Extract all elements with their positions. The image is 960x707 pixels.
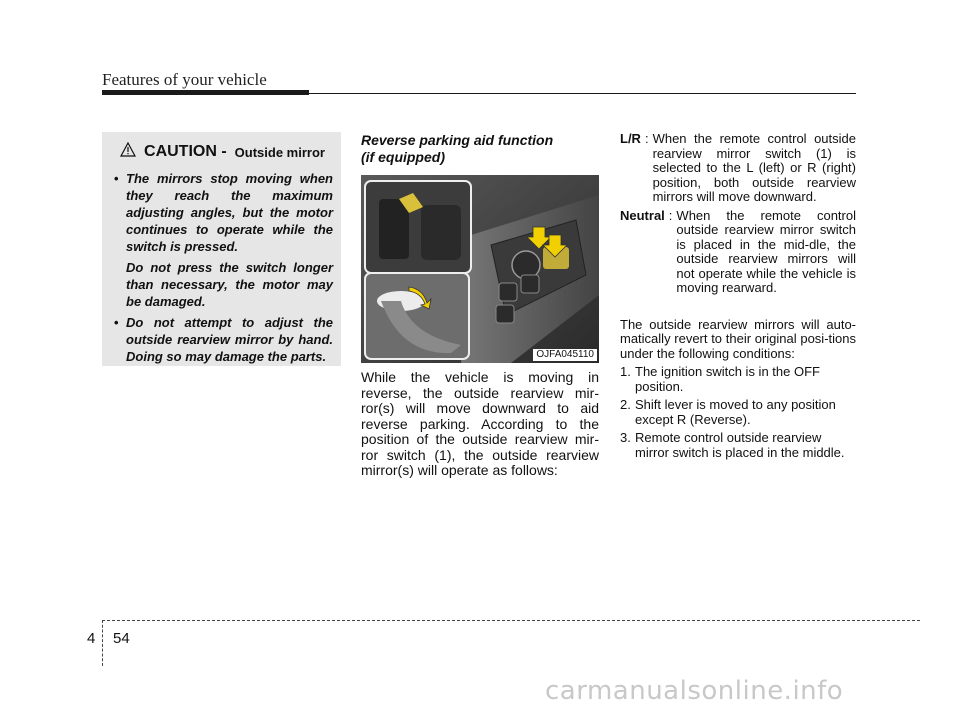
caution-item (112, 314, 333, 365)
def-text: When the remote control outside rearview mirror switch is placed in the mid-dle, the outside rearview mirrors will not operate while the vehicle is moving rearward. (676, 207, 856, 295)
condition-item (620, 365, 856, 394)
warning-triangle-icon (120, 142, 136, 162)
page-header-title: Features of your vehicle (102, 70, 267, 89)
caution-heading (112, 142, 333, 162)
condition-number: 1. (620, 364, 631, 379)
def-lr (620, 132, 856, 205)
image-code: OJFA045110 (533, 349, 597, 361)
caution-item-text: The mirrors stop moving when they reach the maximum adjusting angles, but the motor continues to operate while the switch is pressed. (126, 171, 333, 254)
header-rule-thin (309, 93, 856, 94)
caution-word: CAUTION - (144, 143, 227, 160)
page-number: 54 (113, 630, 130, 647)
watermark: carmanualsonline.info (545, 676, 844, 706)
bullet-dot: • (114, 171, 119, 186)
def-term: L/R (620, 131, 641, 146)
condition-item (620, 431, 856, 460)
condition-number: 3. (620, 430, 631, 445)
condition-text: Remote control outside rearview mirror switch is placed in the middle. (635, 430, 845, 460)
footer-vertical-rule (102, 620, 103, 666)
mode-descriptions (620, 132, 856, 464)
section-heading-line2: (if equipped) (361, 149, 445, 165)
def-term: Neutral (620, 207, 665, 223)
footer-rule (102, 620, 920, 621)
section-heading (361, 132, 599, 166)
reverse-body-text: While the vehicle is moving in reverse, the outside rearview mir-ror(s) will move downward to aid reverse parking. According to the position of the outside rearview mir-ror switch (1), the outside rearview mirror(s) will operate as follows: (361, 369, 599, 478)
def-colon: : (668, 207, 673, 223)
revert-conditions (620, 365, 856, 460)
def-colon: : (644, 131, 649, 146)
revert-intro: The outside rearview mirrors will auto-matically revert to their original posi-tions under the following conditions: (620, 316, 856, 361)
caution-subtitle: Outside mirror (234, 144, 325, 160)
header-rule-thick (102, 90, 309, 95)
caution-list (112, 170, 333, 365)
condition-text: Shift lever is moved to any position except R (Reverse). (635, 397, 836, 427)
caution-item-text: Do not attempt to adjust the outside rearview mirror by hand. Doing so may damage the parts. (126, 315, 333, 364)
def-neutral (620, 209, 856, 296)
section-heading-line1: Reverse parking aid function (361, 132, 554, 148)
caution-box (102, 132, 341, 366)
chapter-number: 4 (87, 630, 96, 647)
caution-item-para: Do not press the switch longer than necessary, the motor may be damaged. (126, 260, 333, 309)
condition-item (620, 398, 856, 427)
mirror-switch-photo (361, 175, 599, 363)
condition-text: The ignition switch is in the OFF position. (635, 364, 820, 394)
bullet-dot: • (114, 315, 119, 330)
condition-number: 2. (620, 397, 631, 412)
caution-item (112, 170, 333, 255)
def-text: When the remote control outside rearview mirror switch (1) is selected to the L (left) or R (right) position, both outside rearview mirrors will move downward. (652, 131, 856, 204)
